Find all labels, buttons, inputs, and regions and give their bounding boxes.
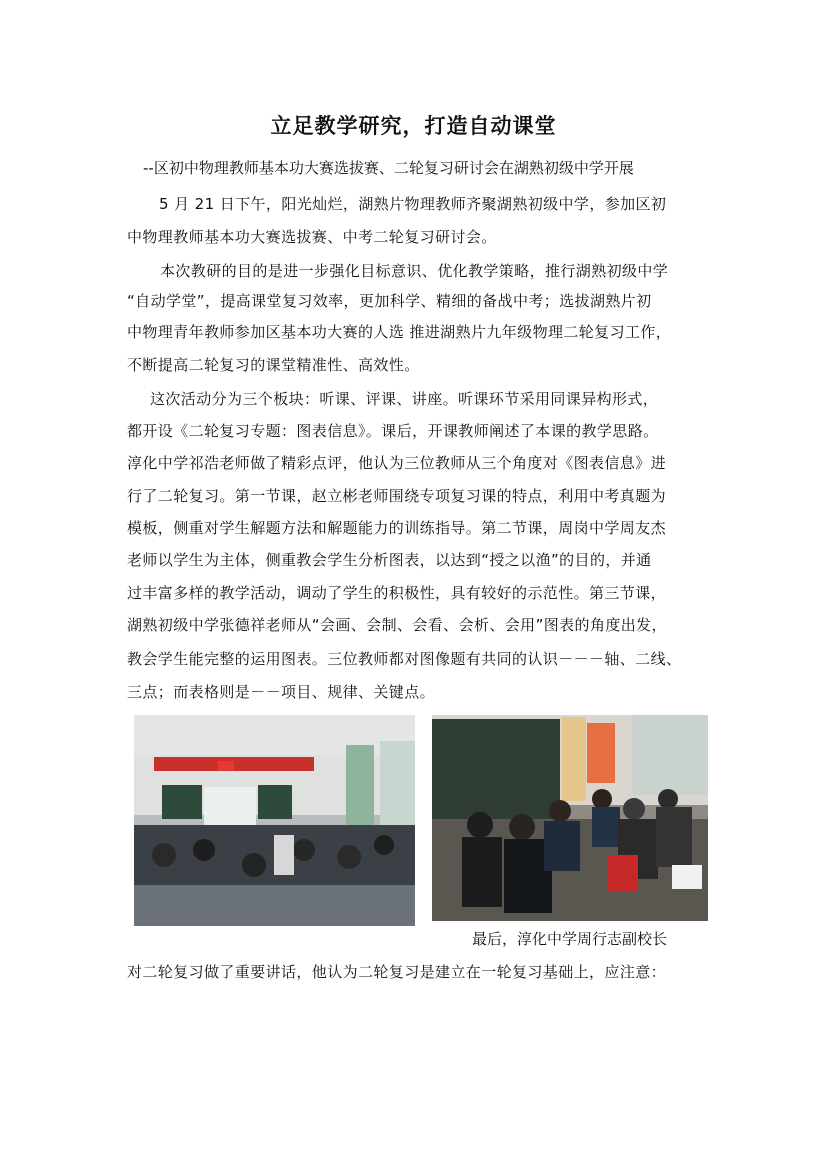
photo-caption: 最后，淳化中学周行志副校长 xyxy=(472,930,668,948)
paragraph-line: 这次活动分为三个板块：听课、评课、讲座。听课环节采用同课异构形式， xyxy=(150,390,659,408)
paragraph-line: 过丰富多样的教学活动，调动了学生的积极性，具有较好的示范性。第三节课， xyxy=(127,584,667,602)
paragraph-line: 老师以学生为主体，侧重教会学生分析图表，以达到“授之以渔”的目的，并通 xyxy=(127,551,652,569)
classroom-photo-left xyxy=(134,715,415,926)
article-subtitle: --区初中物理教师基本功大赛选拔赛、二轮复习研讨会在湖熟初级中学开展 xyxy=(143,159,634,177)
paragraph-line: 模板，侧重对学生解题方法和解题能力的训练指导。第二节课，周岗中学周友杰 xyxy=(127,519,667,537)
paragraph-line: 行了二轮复习。第一节课，赵立彬老师围绕专项复习课的特点，利用中考真题为 xyxy=(127,487,667,505)
teachers-photo-right-image xyxy=(432,715,708,921)
paragraph-line: 中物理教师基本功大赛选拔赛、中考二轮复习研讨会。 xyxy=(127,228,497,246)
paragraph-line: 中物理青年教师参加区基本功大赛的人选 推进湖熟片九年级物理二轮复习工作， xyxy=(127,323,672,341)
paragraph-line: 三点；而表格则是－－项目、规律、关键点。 xyxy=(127,683,436,701)
paragraph-line: 淳化中学祁浩老师做了精彩点评，他认为三位教师从三个角度对《图表信息》进 xyxy=(127,454,667,472)
paragraph-line: 都开设《二轮复习专题：图表信息》。课后，开课教师阐述了本课的教学思路。 xyxy=(127,422,659,440)
paragraph-line: 湖熟初级中学张德祥老师从“会画、会制、会看、会析、会用”图表的角度出发， xyxy=(127,616,667,634)
article-title: 立足教学研究，打造自动课堂 xyxy=(270,114,557,138)
paragraph-line: 本次教研的目的是进一步强化目标意识、优化教学策略，推行湖熟初级中学 xyxy=(160,262,669,280)
paragraph-line: 教会学生能完整的运用图表。三位教师都对图像题有共同的认识－－－轴、二线、 xyxy=(127,650,682,668)
paragraph-line: 不断提高二轮复习的课堂精准性、高效性。 xyxy=(127,356,420,374)
teachers-photo-right xyxy=(432,715,708,921)
paragraph-line: 5 月 21 日下午，阳光灿烂，湖熟片物理教师齐聚湖熟初级中学，参加区初 xyxy=(159,195,667,213)
classroom-photo-left-image xyxy=(134,715,415,926)
paragraph-line: 对二轮复习做了重要讲话，他认为二轮复习是建立在一轮复习基础上，应注意： xyxy=(127,963,667,981)
paragraph-line: “自动学堂”，提高课堂复习效率，更加科学、精细的备战中考；选拔湖熟片初 xyxy=(127,292,652,310)
